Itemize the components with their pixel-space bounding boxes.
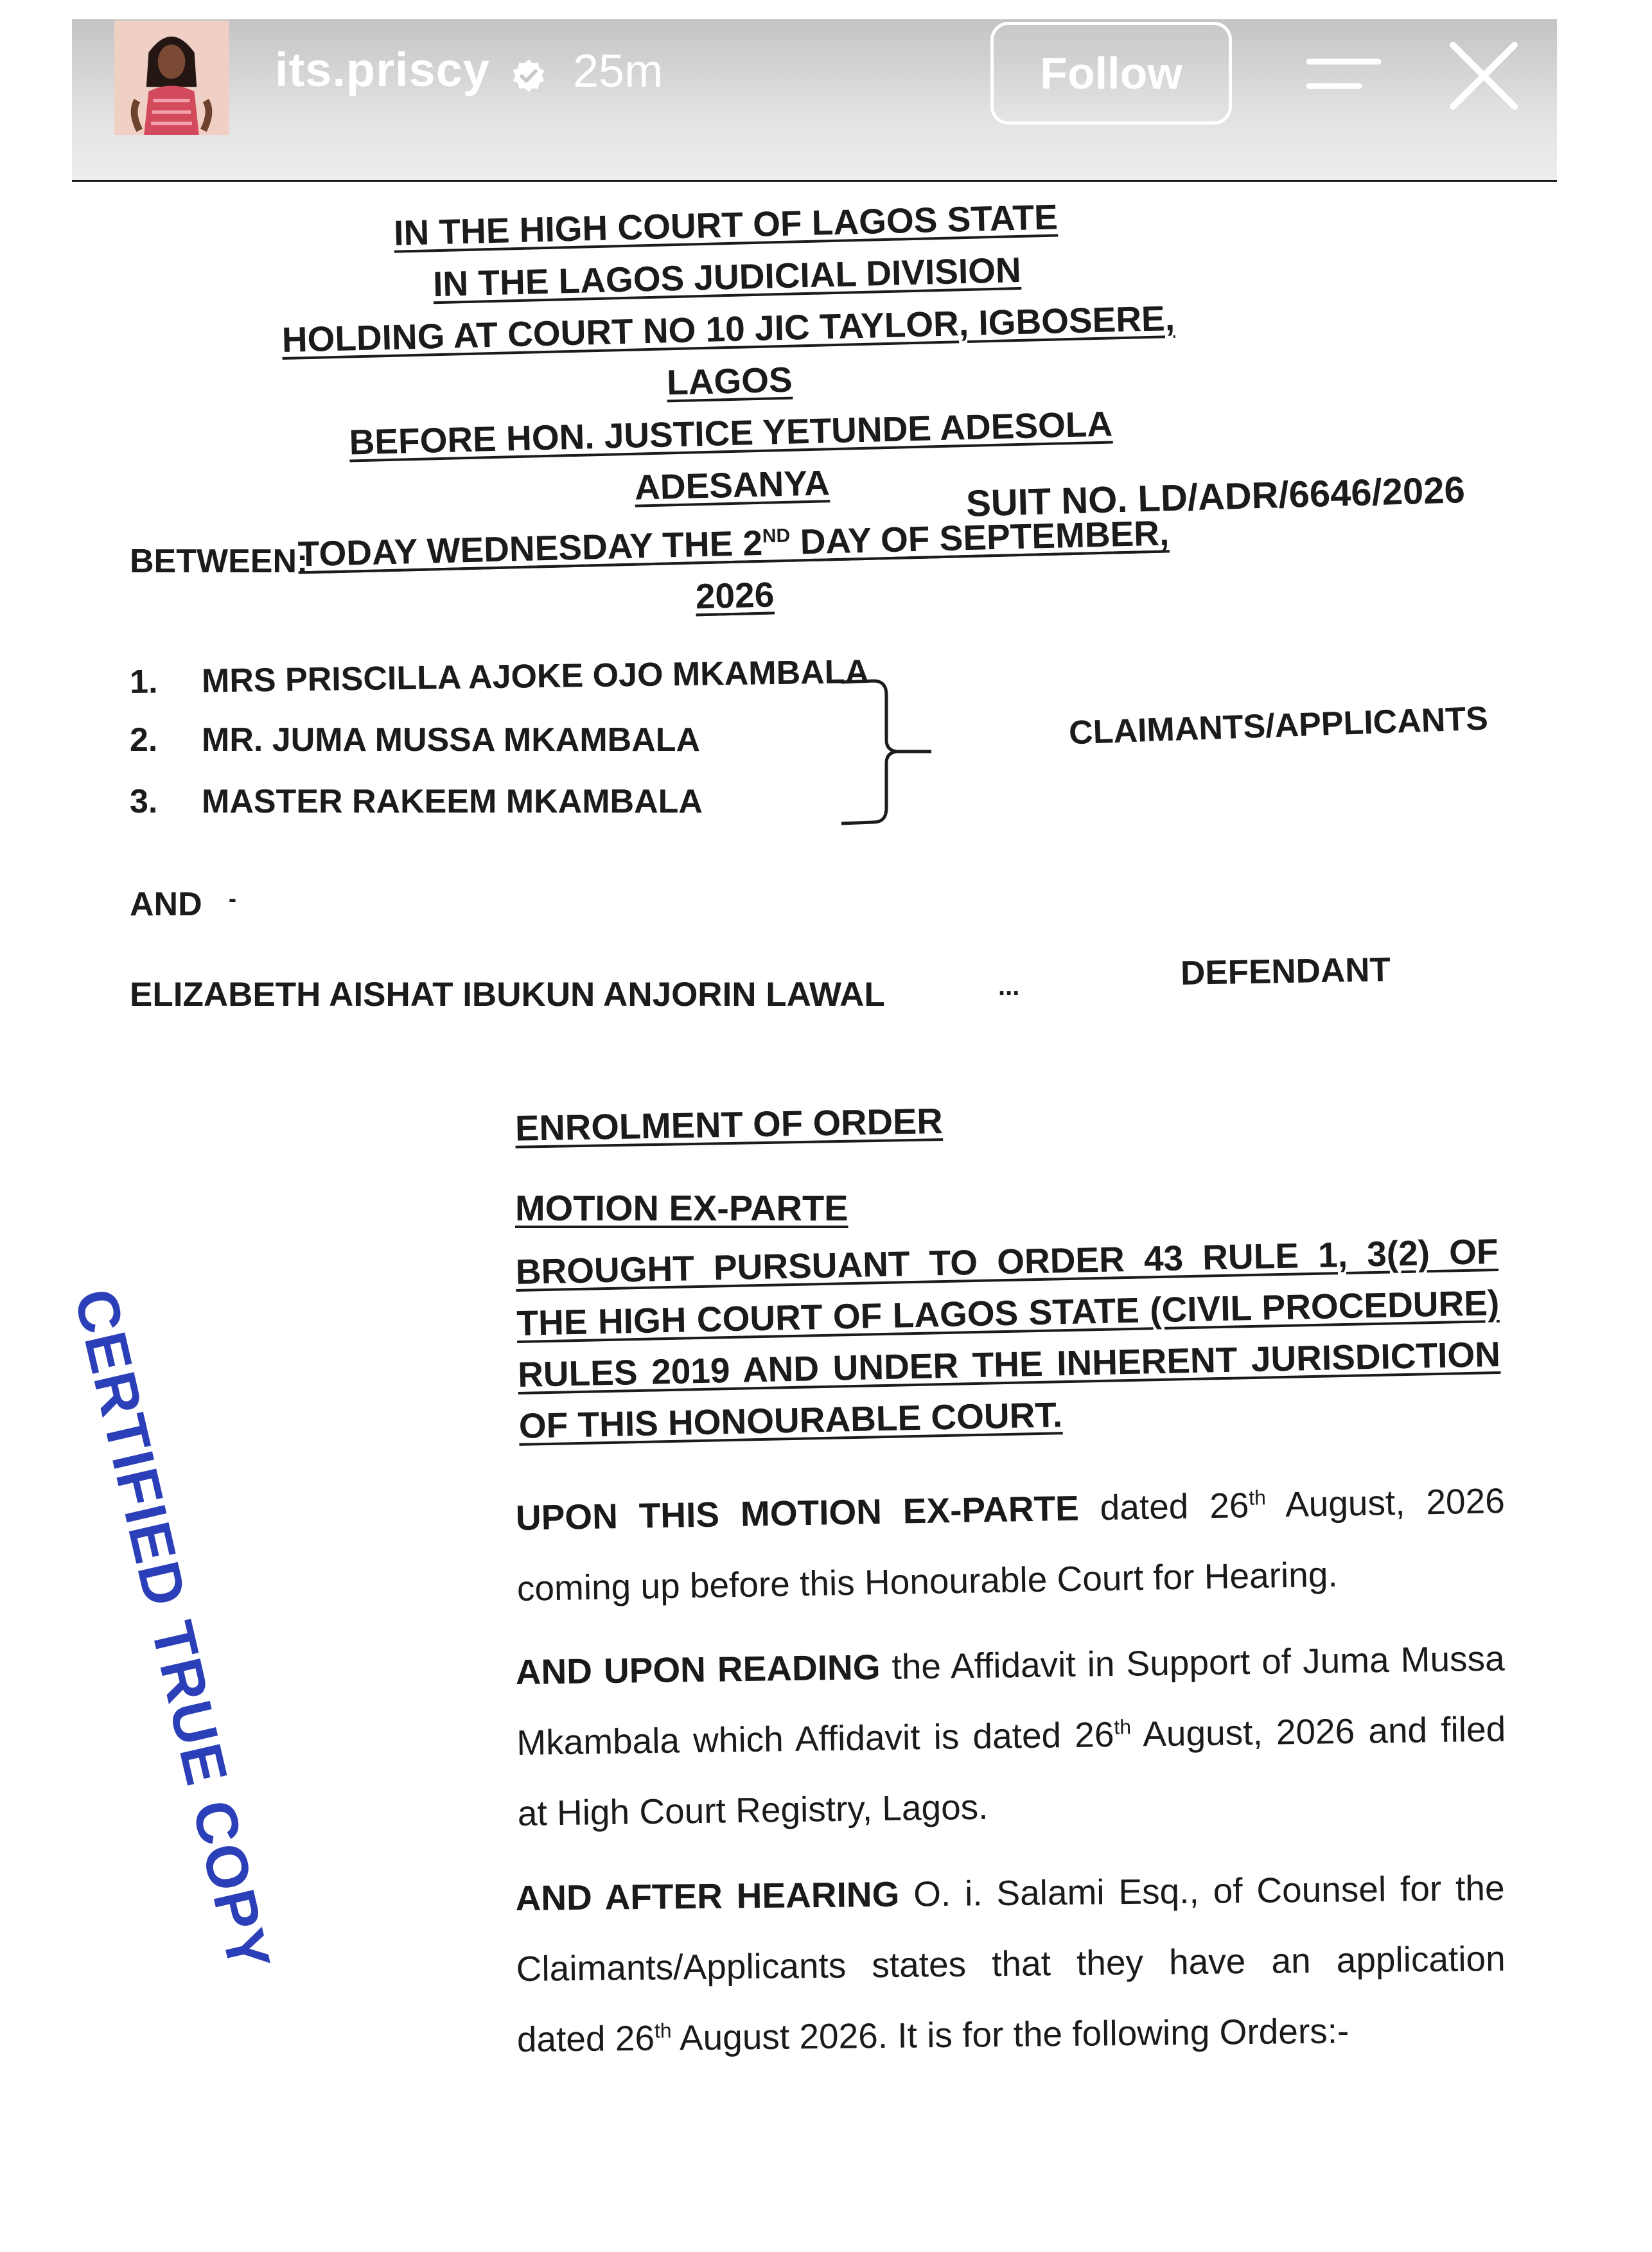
claimant-item: 3. MASTER RAKEEM MKAMBALA [130,783,703,820]
paragraph-hearing: AND AFTER HEARING O. i. Salami Esq., of Counsel for the Claimants/Applicants states that they have an application dated 26th August 2026. It is for the following Orders:- [515,1867,1506,2059]
date-line: TODAY WEDNESDAY THE 2ND DAY OF SEPTEMBER, 2026 [297,513,1170,617]
story-header [72,19,1557,182]
between-label: BETWEEN: [130,543,308,580]
enrolment-title: ENROLMENT OF ORDER [514,1100,944,1148]
pursuant-line: THE HIGH COURT OF LAGOS STATE (CIVIL PROCEDURE) [516,1282,1500,1343]
ellipsis: ... [998,972,1020,1001]
heading-line: BEFORE HON. JUSTICE YETUNDE ADESOLA ADESANYA [348,403,1113,507]
court-heading [259,188,1201,633]
heading-line: IN THE HIGH COURT OF LAGOS STATE [393,197,1059,253]
curly-brace [835,676,938,830]
pursuant-line: RULES 2019 AND UNDER THE INHERENT JURISDICTION [517,1333,1501,1394]
claimant-item: 1. MRS PRISCILLA AJOKE OJO MKAMBALA [129,653,870,701]
heading-line: HOLDING AT COURT NO 10 JIC TAYLOR, IGBOSERE, LAGOS [281,298,1175,403]
claimant-item: 2. MR. JUMA MUSSA MKAMBALA [130,721,701,759]
pursuant-line: OF THIS HONOURABLE COURT. [518,1394,1063,1446]
heading-line: IN THE LAGOS JUDICIAL DIVISION [432,249,1022,304]
avatar-image [114,21,229,135]
story-viewer [62,0,1557,2252]
suit-number: SUIT NO. LD/ADR/6646/2026 [965,469,1466,525]
post-time: 25m [573,46,663,97]
and-label: AND [130,886,202,923]
avatar[interactable] [114,21,229,135]
and-mark: - [229,885,236,911]
close-icon[interactable] [1445,37,1522,114]
paragraph-motion: UPON THIS MOTION EX-PARTE dated 26th August, 2026 coming up before this Honourable Court for Hearing. [515,1481,1506,1608]
paragraph-affidavit: AND UPON READING the Affidavit in Support of Juma Mussa Mkambala which Affidavit is dated 26th August, 2026 and filed at High Court Registry, Lagos. [515,1638,1506,1833]
motion-title: MOTION EX-PARTE [515,1188,848,1228]
defendant-name: ELIZABETH AISHAT IBUKUN ANJORIN LAWAL [130,976,885,1014]
stamp-text: CERTIFIED TRUE COPY [62,1283,283,1978]
claimants-label: CLAIMANTS/APPLICANTS [1068,699,1489,752]
defendant-label: DEFENDANT [1180,951,1391,992]
pursuant-line: BROUGHT PURSUANT TO ORDER 43 RULE 1, 3(2) OF [515,1231,1499,1292]
verified-badge-icon [510,58,547,95]
username[interactable]: its.priscy [275,43,490,96]
certified-stamp [62,1283,283,1978]
menu-icon[interactable] [1305,53,1382,104]
pursuant-clause [515,1226,1502,1452]
follow-button[interactable]: Follow [990,22,1232,125]
court-document [62,193,1557,2252]
